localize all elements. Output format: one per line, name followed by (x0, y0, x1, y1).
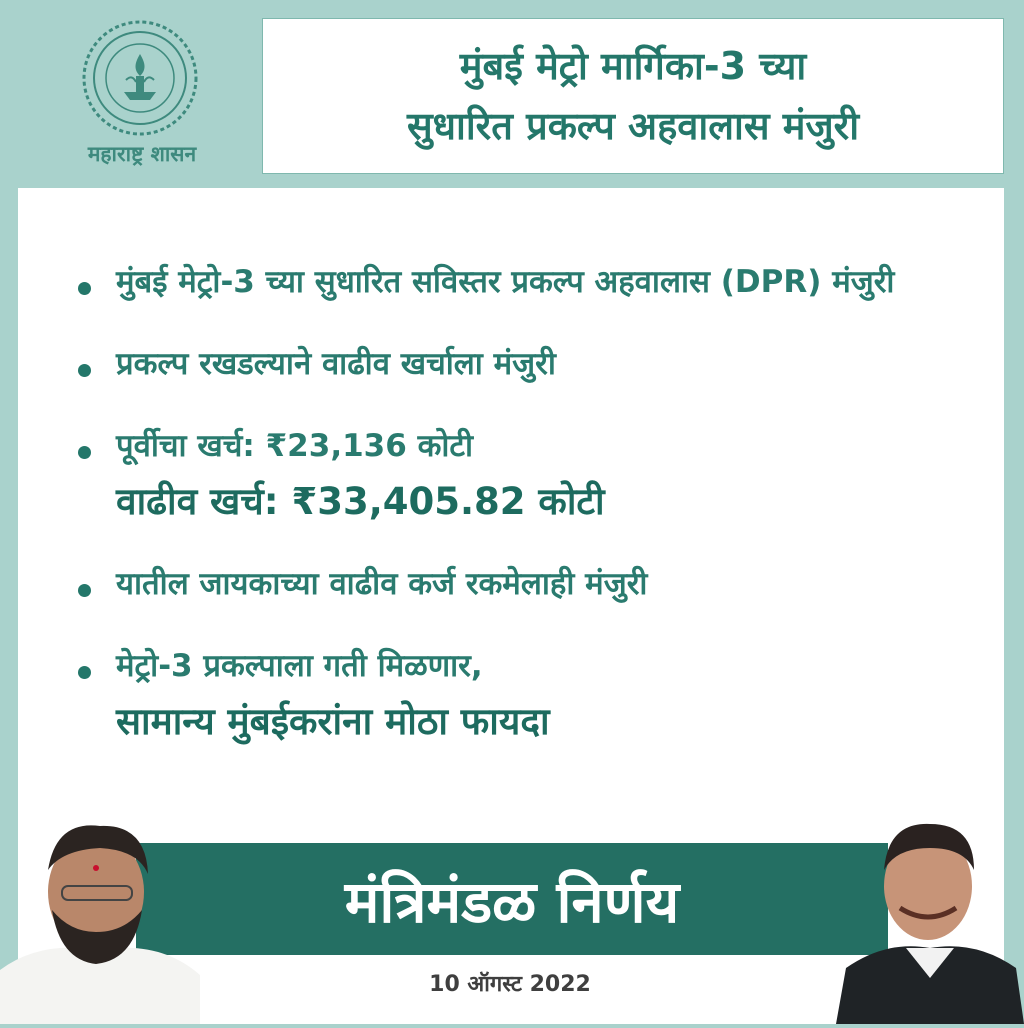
emblem-caption: महाराष्ट्र शासन (87, 142, 197, 166)
title-box (262, 18, 1004, 174)
bullet-item (78, 340, 984, 388)
bullet-item (78, 642, 984, 746)
bullet-dot-icon (78, 666, 91, 679)
bullet-list (78, 258, 984, 746)
bullet-text-emphasis: सामान्य मुंबईकरांना मोठा फायदा (116, 700, 550, 743)
portrait-right (836, 808, 1024, 1024)
bullet-item (78, 258, 984, 306)
bullet-dot-icon (78, 364, 91, 377)
bullet-item (78, 560, 984, 608)
bullet-text: यातील जायकाच्या वाढीव कर्ज रकमेलाही मंजुरी (116, 566, 648, 602)
bullet-text: मुंबई मेट्रो-3 च्या सुधारित सविस्तर प्रकल्प अहवालास (DPR) मंजुरी (116, 264, 895, 300)
bullet-item (78, 422, 984, 526)
bullet-text: प्रकल्प रखडल्याने वाढीव खर्चाला मंजुरी (116, 346, 556, 382)
maharashtra-seal-icon (80, 18, 200, 138)
cabinet-decision-banner (136, 843, 888, 955)
decision-date: 10 ऑगस्ट 2022 (429, 972, 591, 997)
increased-cost-text: वाढीव खर्च: ₹33,405.82 कोटी (116, 480, 605, 523)
portrait-left (0, 800, 200, 1024)
banner-title: मंत्रिमंडळ निर्णय (344, 867, 680, 936)
page-title-line-1: मुंबई मेट्रो मार्गिका-3 च्या (459, 44, 807, 88)
page-title-line-2: सुधारित प्रकल्प अहवालास मंजुरी (406, 104, 860, 148)
bullet-dot-icon (78, 584, 91, 597)
emblem (80, 18, 200, 138)
previous-cost-text: पूर्वीचा खर्च: ₹23,136 कोटी (116, 428, 474, 464)
bullet-text: मेट्रो-3 प्रकल्पाला गती मिळणार, (116, 648, 483, 684)
bullet-dot-icon (78, 282, 91, 295)
bullet-dot-icon (78, 446, 91, 459)
